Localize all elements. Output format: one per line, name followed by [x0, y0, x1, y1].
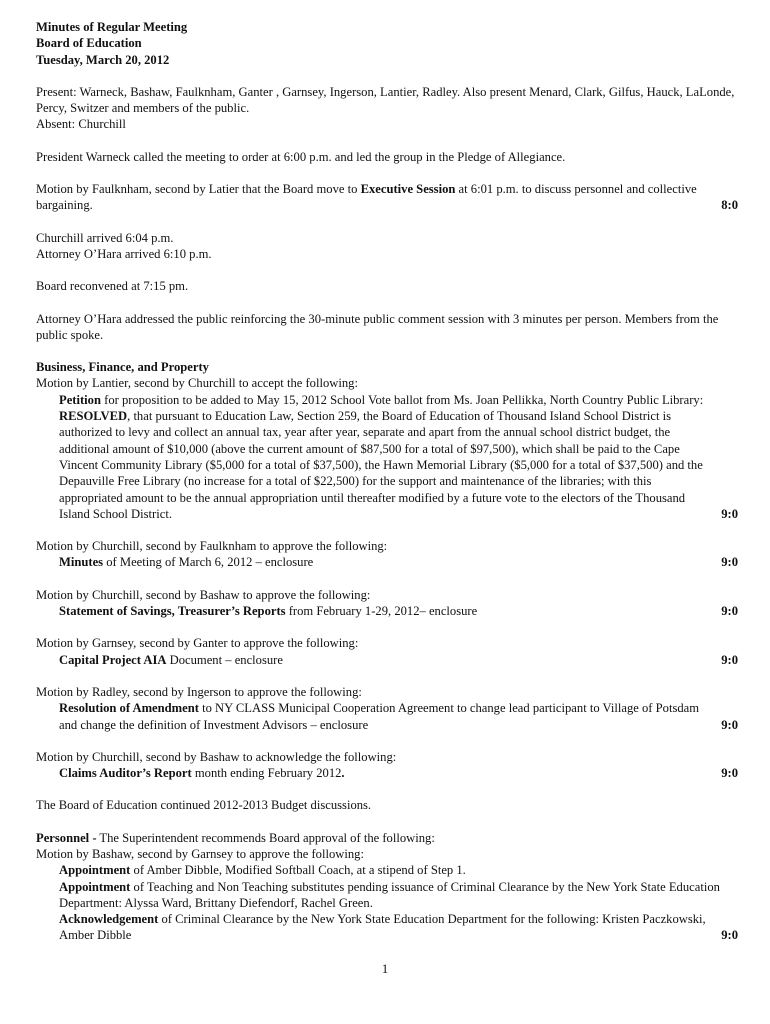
- executive-session-motion: [36, 181, 738, 214]
- motion-block: [36, 538, 738, 571]
- arrival-note: Attorney O’Hara arrived 6:10 p.m.: [36, 246, 212, 261]
- document-header: [36, 19, 738, 68]
- personnel-item: Appointment of Amber Dibble, Modified Softball Coach, at a stipend of Step 1.: [59, 863, 466, 878]
- personnel-item: [36, 911, 738, 944]
- arrival-note: Churchill arrived 6:04 p.m.: [36, 230, 174, 245]
- motion-block: [36, 684, 738, 733]
- motion-item: [36, 765, 738, 781]
- motion-item: [36, 700, 738, 733]
- item-text: Statement of Savings, Treasurer’s Reports from February 1-29, 2012– enclosure: [59, 604, 478, 619]
- call-to-order: President Warneck called the meeting to order at 6:00 p.m. and led the group in the Pledge of Allegiance.: [36, 149, 566, 164]
- attorney-note: Attorney O’Hara addressed the public reinforcing the 30-minute public comment session with 3 minutes per person. Members from the public spoke.: [36, 311, 719, 342]
- business-section: [36, 359, 738, 522]
- vote-count: 9:0: [721, 604, 738, 619]
- vote-count: 9:0: [721, 717, 738, 732]
- motion-block: [36, 587, 738, 620]
- minutes-content: [36, 19, 738, 944]
- personnel-section: [36, 830, 738, 944]
- budget-note: The Board of Education continued 2012-2013 Budget discussions.: [36, 798, 372, 813]
- absent-list: Absent: Churchill: [36, 117, 126, 132]
- motion-text: Motion by Radley, second by Ingerson to approve the following:: [36, 684, 362, 699]
- document-title: Minutes of Regular Meeting: [36, 20, 188, 34]
- item-text: Claims Auditor’s Report month ending February 2012.: [59, 766, 345, 781]
- item-text: Minutes of Meeting of March 6, 2012 – enclosure: [59, 555, 314, 570]
- item-text: Resolution of Amendment to NY CLASS Municipal Cooperation Agreement to change lead participant to Village of Potsdam and change the definition of Investment Advisors – enclosure: [59, 701, 700, 732]
- motion-item: [36, 652, 738, 668]
- vote-count: 8:0: [721, 198, 738, 213]
- motion-block: [36, 749, 738, 782]
- item-text: Capital Project AIA Document – enclosure: [59, 652, 283, 667]
- organization-name: Board of Education: [36, 36, 142, 51]
- motion-item: [36, 603, 738, 619]
- petition-text: Petition for proposition to be added to May 15, 2012 School Vote ballot from Ms. Joan Pellikka, North Country Public Library: RESOLVED, that pursuant to Education Law, Section 259, the Board of Education of Thousand Island School District is authorized to levy and collect an annual tax, year after year, separate and apart from the annual school district budget, the additional amount of $10,000 (above the current amount of $87,500 for a total of $97,500), which shall be paid to the Cape Vincent Community Library ($5,000 for a total of $37,500), the Hawn Memorial Library ($5,000 for a total of $37,500) and the Depauville Free Library (no increase for a total of $22,500) for the support and maintenance of the libraries; with this appropriated amount to be the annual appropriation until thereafter modified by a future vote to the electors of the Thousand Island School District.: [59, 392, 704, 521]
- motion-text: Motion by Lantier, second by Churchill to accept the following:: [36, 376, 358, 391]
- motion-text: Motion by Faulknham, second by Latier that the Board move to Executive Session at 6:01 p.m. to discuss personnel and collective bargaining.: [36, 182, 697, 213]
- vote-count: 9:0: [721, 652, 738, 667]
- vote-count: 9:0: [721, 928, 738, 943]
- section-heading: Personnel - The Superintendent recommends Board approval of the following:: [36, 830, 435, 845]
- page-number: 1: [381, 962, 389, 976]
- petition-item: [36, 392, 738, 522]
- motion-text: Motion by Churchill, second by Bashaw to approve the following:: [36, 587, 371, 602]
- personnel-item: Appointment of Teaching and Non Teaching substitutes pending issuance of Criminal Clearance by the New York State Education Department: Alyssa Ward, Brittany Diefendorf, Rachel Green.: [59, 879, 720, 910]
- present-list: Present: Warneck, Bashaw, Faulknham, Ganter , Garnsey, Ingerson, Lantier, Radley. Also present Menard, Clark, Gilfus, Hauck, LaLonde, Percy, Switzer and members of the public.: [36, 84, 735, 116]
- vote-count: 9:0: [721, 506, 738, 521]
- motion-text: Motion by Garnsey, second by Ganter to approve the following:: [36, 636, 359, 651]
- vote-count: 9:0: [721, 555, 738, 570]
- meeting-date: Tuesday, March 20, 2012: [36, 52, 170, 67]
- item-text: Acknowledgement of Criminal Clearance by the New York State Education Department for the following: Kristen Paczkowski, Amber Dibble: [59, 912, 706, 943]
- motion-block: [36, 635, 738, 668]
- motion-text: Motion by Churchill, second by Faulknham to approve the following:: [36, 539, 388, 554]
- reconvene-note: Board reconvened at 7:15 pm.: [36, 279, 189, 294]
- motion-item: [36, 554, 738, 570]
- vote-count: 9:0: [721, 766, 738, 781]
- motion-text: Motion by Churchill, second by Bashaw to acknowledge the following:: [36, 749, 397, 764]
- motion-text: Motion by Bashaw, second by Garnsey to approve the following:: [36, 846, 364, 861]
- section-heading: Business, Finance, and Property: [36, 360, 209, 375]
